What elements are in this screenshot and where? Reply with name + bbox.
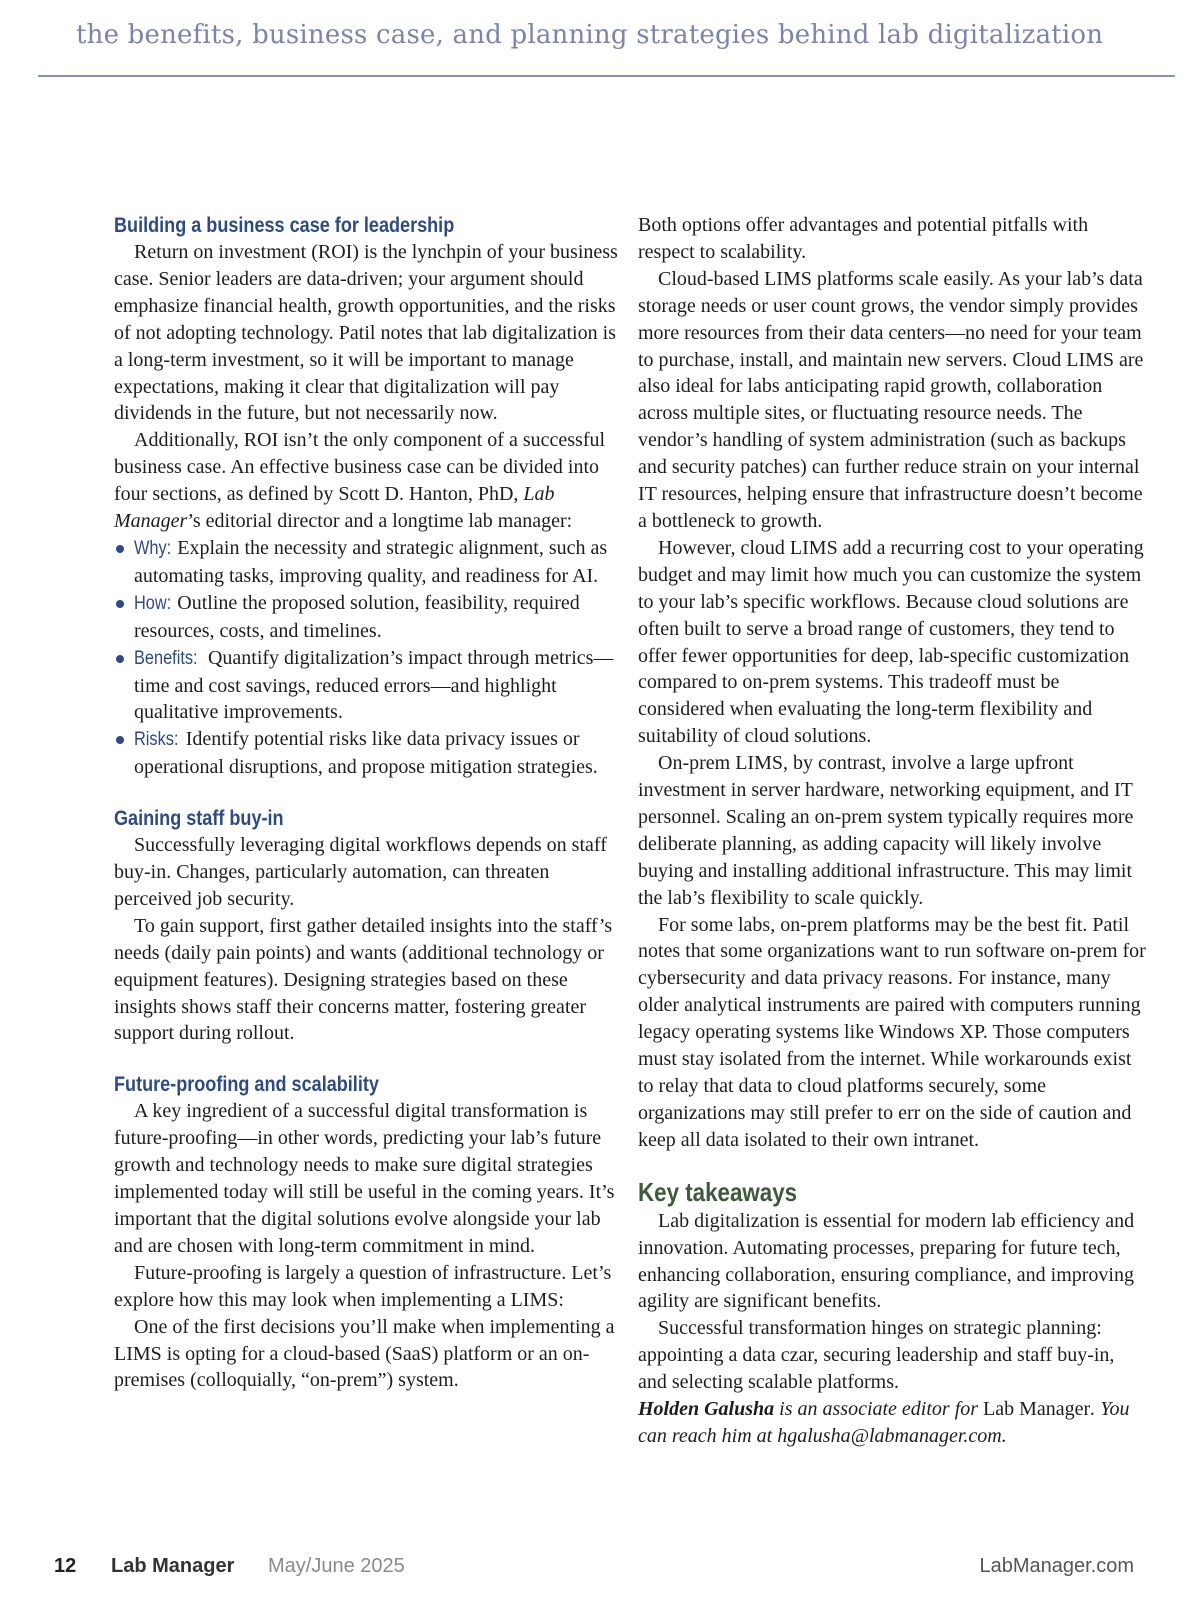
- paragraph: However, cloud LIMS add a recurring cost to your operating budget and may limit how much you can customize the system to your lab’s specific workflows. Because cloud solutions are often built to serve a broad range of customers, they tend to offer fewer opportunities for deep, lab-specific customization compared to on-prem systems. This tradeoff must be considered when evaluating the long-term flexibility and suitability of cloud solutions.: [638, 536, 1144, 748]
- list-item-text: Explain the necessity and strategic alignment, such as automating tasks, improving quality, and readiness for AI.: [134, 536, 608, 587]
- paragraph: Both options offer advantages and potential pitfalls with respect to scalability.: [638, 214, 1089, 263]
- key-takeaways-heading: Key takeaways: [638, 1176, 798, 1207]
- paragraph: Future-proofing is largely a question of infrastructure. Let’s explore how this may look when implementing a LIMS:: [114, 1261, 612, 1311]
- bullet-icon: [116, 600, 124, 608]
- issue-date: May/June 2025: [268, 1555, 405, 1577]
- paragraph: Successfully leveraging digital workflows depends on staff buy-in. Changes, particularly automation, can threaten perceived job security.: [114, 834, 607, 910]
- author-name: Holden Galusha: [638, 1398, 775, 1421]
- byline-text: . You can reach him at hgalusha@labmanager.com.: [638, 1398, 1130, 1447]
- right-column: [638, 212, 1146, 1450]
- author-byline: [638, 1396, 1146, 1450]
- paragraph: For some labs, on-prem platforms may be the best fit. Patil notes that some organizations want to run software on-prem for cybersecurity and data privacy reasons. For instance, many older analytical instruments are paired with computers running legacy operating systems like Windows XP. Those computers must stay isolated from the internet. While workarounds exist to relay that data to cloud platforms securely, some organizations may still prefer to err on the side of caution and keep all data isolated to their own intranet.: [638, 913, 1146, 1151]
- section-heading-business-case: Building a business case for leadership: [114, 214, 455, 237]
- paragraph: Return on investment (ROI) is the lynchpin of your business case. Senior leaders are data-driven; your argument should emphasize financial health, growth opportunities, and the risks of not adopting technology. Patil notes that lab digitalization is a long-term investment, so it will be important to manage expectations, making it clear that digitalization will pay dividends in the future, but not necessarily now.: [114, 241, 618, 425]
- publication-name: Lab Manager: [114, 483, 555, 533]
- left-column: [114, 212, 622, 1394]
- website-link[interactable]: LabManager.com: [979, 1555, 1134, 1577]
- magazine-name: Lab Manager: [111, 1555, 235, 1577]
- page-number: 12: [54, 1555, 77, 1577]
- section-heading-staff-buy-in: Gaining staff buy-in: [114, 807, 284, 831]
- list-item-text: Outline the proposed solution, feasibility, required resources, costs, and timelines.: [134, 591, 580, 642]
- paragraph-text: ’s editorial director and a longtime lab manager:: [187, 510, 573, 533]
- paragraph: Successful transformation hinges on strategic planning: appointing a data czar, securing leadership and staff buy-in, and selecting scalable platforms.: [638, 1317, 1115, 1394]
- header-rule: [38, 75, 1175, 77]
- running-head: the benefits, business case, and planning strategies behind lab digitalization: [76, 20, 1104, 50]
- paragraph: A key ingredient of a successful digital transformation is future-proofing—in other words, predicting your lab’s future growth and technology needs to make sure digital strategies implemented today will still be useful in the coming years. It’s important that the digital solutions evolve alongside your lab and are chosen with long-term commitment in mind.: [114, 1100, 615, 1257]
- section-heading-future-proofing: Future-proofing and scalability: [114, 1073, 379, 1097]
- bullet-icon: [116, 736, 124, 744]
- list-item: [114, 645, 622, 727]
- list-item: [114, 590, 622, 645]
- bullet-icon: [116, 655, 124, 663]
- business-case-list: [114, 535, 622, 781]
- list-item-text: Quantify digitalization’s impact through metrics—time and cost savings, reduced errors—and highlight qualitative improvements.: [134, 646, 614, 724]
- publication-name: Lab Manager: [983, 1398, 1091, 1421]
- paragraph: [114, 427, 622, 535]
- list-item-lead: How:: [134, 592, 172, 614]
- paragraph: Cloud-based LIMS platforms scale easily. As your lab’s data storage needs or user count grows, the vendor simply provides more resources from their data centers—no need for your team to purchase, install, and maintain new servers. Cloud LIMS are also ideal for labs anticipating rapid growth, collaboration across multiple sites, or fluctuating resource needs. The vendor’s handling of system administration (such as backups and security patches) can further reduce strain on your internal IT resources, helping ensure that infrastructure doesn’t become a bottleneck to growth.: [638, 267, 1144, 532]
- paragraph: To gain support, first gather detailed insights into the staff’s needs (daily pain points) and wants (additional technology or equipment features). Designing strategies based on these insights shows staff their concerns matter, fostering greater support during rollout.: [114, 914, 613, 1045]
- list-item: [114, 726, 622, 781]
- list-item-lead: Benefits:: [134, 647, 198, 669]
- paragraph-text: Additionally, ROI isn’t the only component of a successful business case. An effective business case can be divided into four sections, as defined by Scott D. Hanton, PhD,: [114, 429, 606, 506]
- byline-text: is an associate editor for: [774, 1398, 984, 1421]
- list-item-lead: Why:: [134, 537, 172, 559]
- paragraph: Lab digitalization is essential for modern lab efficiency and innovation. Automating processes, preparing for future tech, enhancing collaboration, ensuring compliance, and improving agility are significant benefits.: [638, 1209, 1135, 1313]
- paragraph: On-prem LIMS, by contrast, involve a large upfront investment in server hardware, networking equipment, and IT personnel. Scaling an on-prem system typically requires more deliberate planning, as adding capacity will likely involve buying and installing additional infrastructure. This may limit the lab’s flexibility to scale quickly.: [638, 752, 1134, 909]
- bullet-icon: [116, 545, 124, 553]
- list-item-text: Identify potential risks like data privacy issues or operational disruptions, and propose mitigation strategies.: [134, 728, 598, 779]
- list-item: [114, 535, 622, 590]
- paragraph: One of the first decisions you’ll make when implementing a LIMS is opting for a cloud-based (SaaS) platform or an on-premises (colloquially, “on-prem”) system.: [114, 1315, 615, 1392]
- list-item-lead: Risks:: [134, 729, 179, 751]
